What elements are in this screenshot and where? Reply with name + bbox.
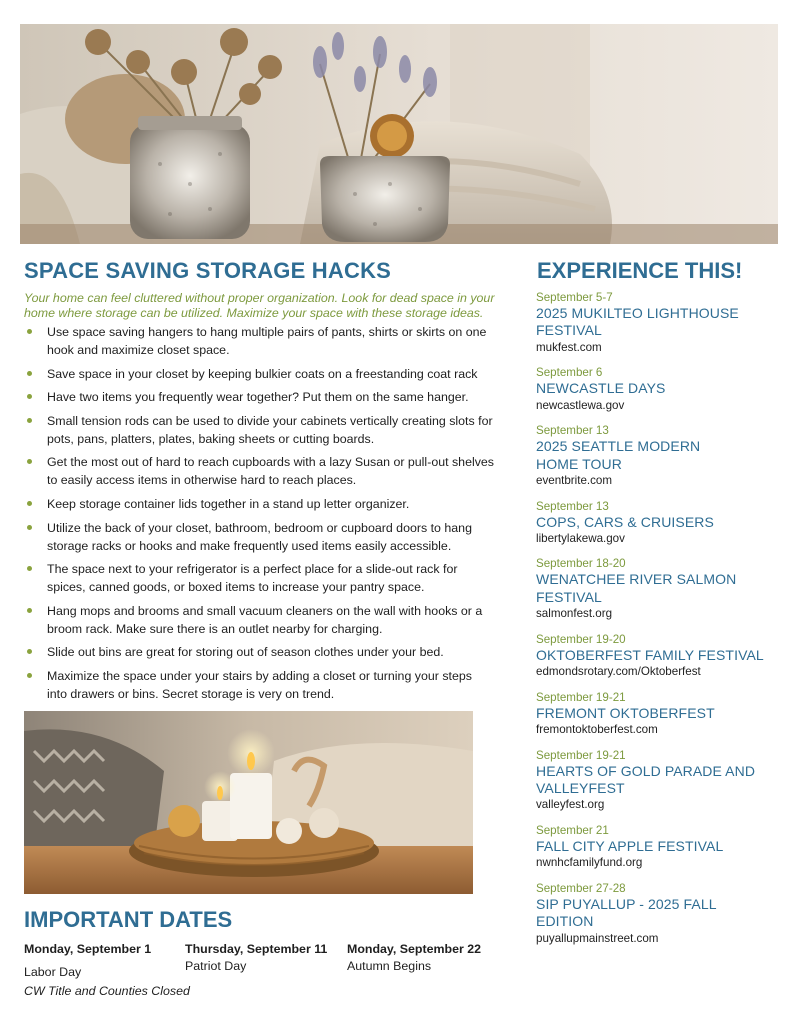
date-event: Patriot Day	[185, 959, 247, 973]
tip-item	[24, 323, 494, 359]
tip-text: Small tension rods can be used to divide your cabinets vertically creating slots for pots, pans, platters, plates, baking sheets or cutting boards.	[47, 413, 493, 446]
tip-text: Maximize the space under your stairs by adding a closet or turning your steps into drawers or bins. Secret storage is very on trend.	[47, 668, 472, 701]
event-name: SIP PUYALLUP - 2025 FALL EDITION	[536, 895, 717, 930]
tip-item	[24, 643, 494, 661]
bullet-dot	[27, 329, 32, 334]
date-event: Autumn Begins	[347, 959, 432, 973]
tip-item	[24, 667, 494, 703]
bullet-dot	[27, 525, 32, 530]
bullet-dot	[27, 394, 32, 399]
tip-item	[24, 602, 494, 638]
tip-item	[24, 453, 494, 489]
bullet-dot	[27, 501, 32, 506]
tip-text: Have two items you frequently wear together? Put them on the same hanger.	[47, 390, 469, 405]
event-item	[536, 882, 786, 947]
bullet-dot	[27, 608, 32, 613]
tip-item	[24, 412, 494, 448]
bullet-dot	[27, 459, 32, 464]
event-name: HEARTS OF GOLD PARADE AND VALLEYFEST	[536, 762, 756, 796]
event-name: FREMONT OKTOBERFEST	[536, 704, 715, 721]
event-item	[536, 824, 786, 871]
event-date: September 27-28	[536, 881, 626, 895]
event-link[interactable]: nwnhcfamilyfund.org	[536, 856, 643, 870]
event-link[interactable]: puyallupmainstreet.com	[536, 931, 659, 945]
event-date: September 19-21	[536, 748, 626, 762]
event-date: September 19-21	[536, 690, 626, 704]
tip-text: Get the most out of hard to reach cupboards with a lazy Susan or pull-out shelves to easily access items in otherwise hard to reach places.	[47, 455, 494, 488]
date-heading: Monday, September 1	[24, 942, 152, 956]
event-item	[536, 291, 786, 356]
tip-text: Hang mops and brooms and small vacuum cleaners on the wall with hooks or a broom rack. Make sure there is an outlet nearby for charging.	[47, 603, 483, 636]
event-item	[536, 366, 786, 413]
event-list	[536, 291, 786, 957]
event-date: September 13	[536, 424, 609, 438]
event-link[interactable]: edmondsrotary.com/Oktoberfest	[536, 665, 701, 679]
date-heading: Thursday, September 11	[185, 942, 328, 956]
date-column	[24, 941, 190, 1001]
date-heading: Monday, September 22	[347, 942, 482, 956]
event-name: NEWCASTLE DAYS	[536, 380, 666, 397]
event-name: OKTOBERFEST FAMILY FESTIVAL	[536, 646, 764, 663]
event-item	[536, 633, 786, 680]
event-date: September 13	[536, 499, 609, 513]
event-link[interactable]: fremontoktoberfest.com	[536, 723, 658, 737]
tip-item	[24, 365, 494, 383]
storage-hacks-title: SPACE SAVING STORAGE HACKS	[24, 258, 392, 283]
event-link[interactable]: mukfest.com	[536, 340, 602, 354]
event-link[interactable]: newcastlewa.gov	[536, 398, 625, 412]
event-item	[536, 557, 786, 622]
event-name: 2025 SEATTLE MODERN HOME TOUR	[536, 438, 701, 472]
event-name: COPS, CARS & CRUISERS	[536, 513, 714, 530]
event-date: September 5-7	[536, 291, 613, 304]
bullet-dot	[27, 371, 32, 376]
tip-text: The space next to your refrigerator is a perfect place for a slide-out rack for spices, canned goods, or boxed items to increase your pantry space.	[47, 562, 458, 595]
tip-item	[24, 495, 494, 513]
storage-hacks-intro: Your home can feel cluttered without proper organization. Look for dead space in your home where storage can be utilized. Maximize your space with these storage ideas.	[24, 291, 495, 320]
event-date: September 18-20	[536, 557, 626, 571]
bullet-dot	[27, 673, 32, 678]
event-name: WENATCHEE RIVER SALMON FESTIVAL	[536, 571, 737, 605]
date-column	[347, 941, 507, 976]
event-link[interactable]: salmonfest.org	[536, 607, 613, 621]
hero-photo-dried-flowers-in-jars	[20, 24, 778, 244]
tip-text: Save space in your closet by keeping bulkier coats on a freestanding coat rack	[47, 366, 478, 381]
date-event: Labor Day	[24, 965, 82, 979]
tip-text: Use space saving hangers to hang multiple pairs of pants, shirts or skirts on one hook and maximize closet space.	[47, 325, 487, 357]
tip-text: Utilize the back of your closet, bathroom, bedroom or cupboard doors to hang storage racks or hooks and make frequently used items easily accessible.	[47, 520, 472, 553]
important-dates-title: IMPORTANT DATES	[24, 907, 233, 932]
event-link[interactable]: valleyfest.org	[536, 798, 605, 812]
bullet-dot	[27, 418, 32, 423]
event-name: FALL CITY APPLE FESTIVAL	[536, 837, 724, 854]
date-note: CW Title and Counties Closed	[24, 984, 190, 998]
event-item	[536, 691, 786, 738]
bullet-dot	[27, 649, 32, 654]
tip-item	[24, 560, 494, 596]
tip-text: Slide out bins are great for storing out of season clothes under your bed.	[47, 645, 444, 660]
date-column	[185, 941, 345, 976]
event-date: September 21	[536, 823, 609, 837]
experience-title: EXPERIENCE THIS!	[537, 258, 743, 283]
event-date: September 19-20	[536, 632, 626, 646]
tip-item	[24, 388, 494, 406]
event-link[interactable]: eventbrite.com	[536, 474, 613, 488]
bullet-dot	[27, 566, 32, 571]
event-link[interactable]: libertylakewa.gov	[536, 531, 625, 545]
event-date: September 6	[536, 366, 603, 380]
tip-item	[24, 519, 494, 555]
event-item	[536, 500, 786, 547]
event-name: 2025 MUKILTEO LIGHTHOUSE FESTIVAL	[536, 305, 739, 339]
tip-text: Keep storage container lids together in a stand up letter organizer.	[47, 496, 410, 511]
candle-tray-photo	[24, 711, 473, 894]
event-item	[536, 749, 786, 814]
storage-tips-list	[24, 323, 494, 709]
event-item	[536, 424, 786, 489]
